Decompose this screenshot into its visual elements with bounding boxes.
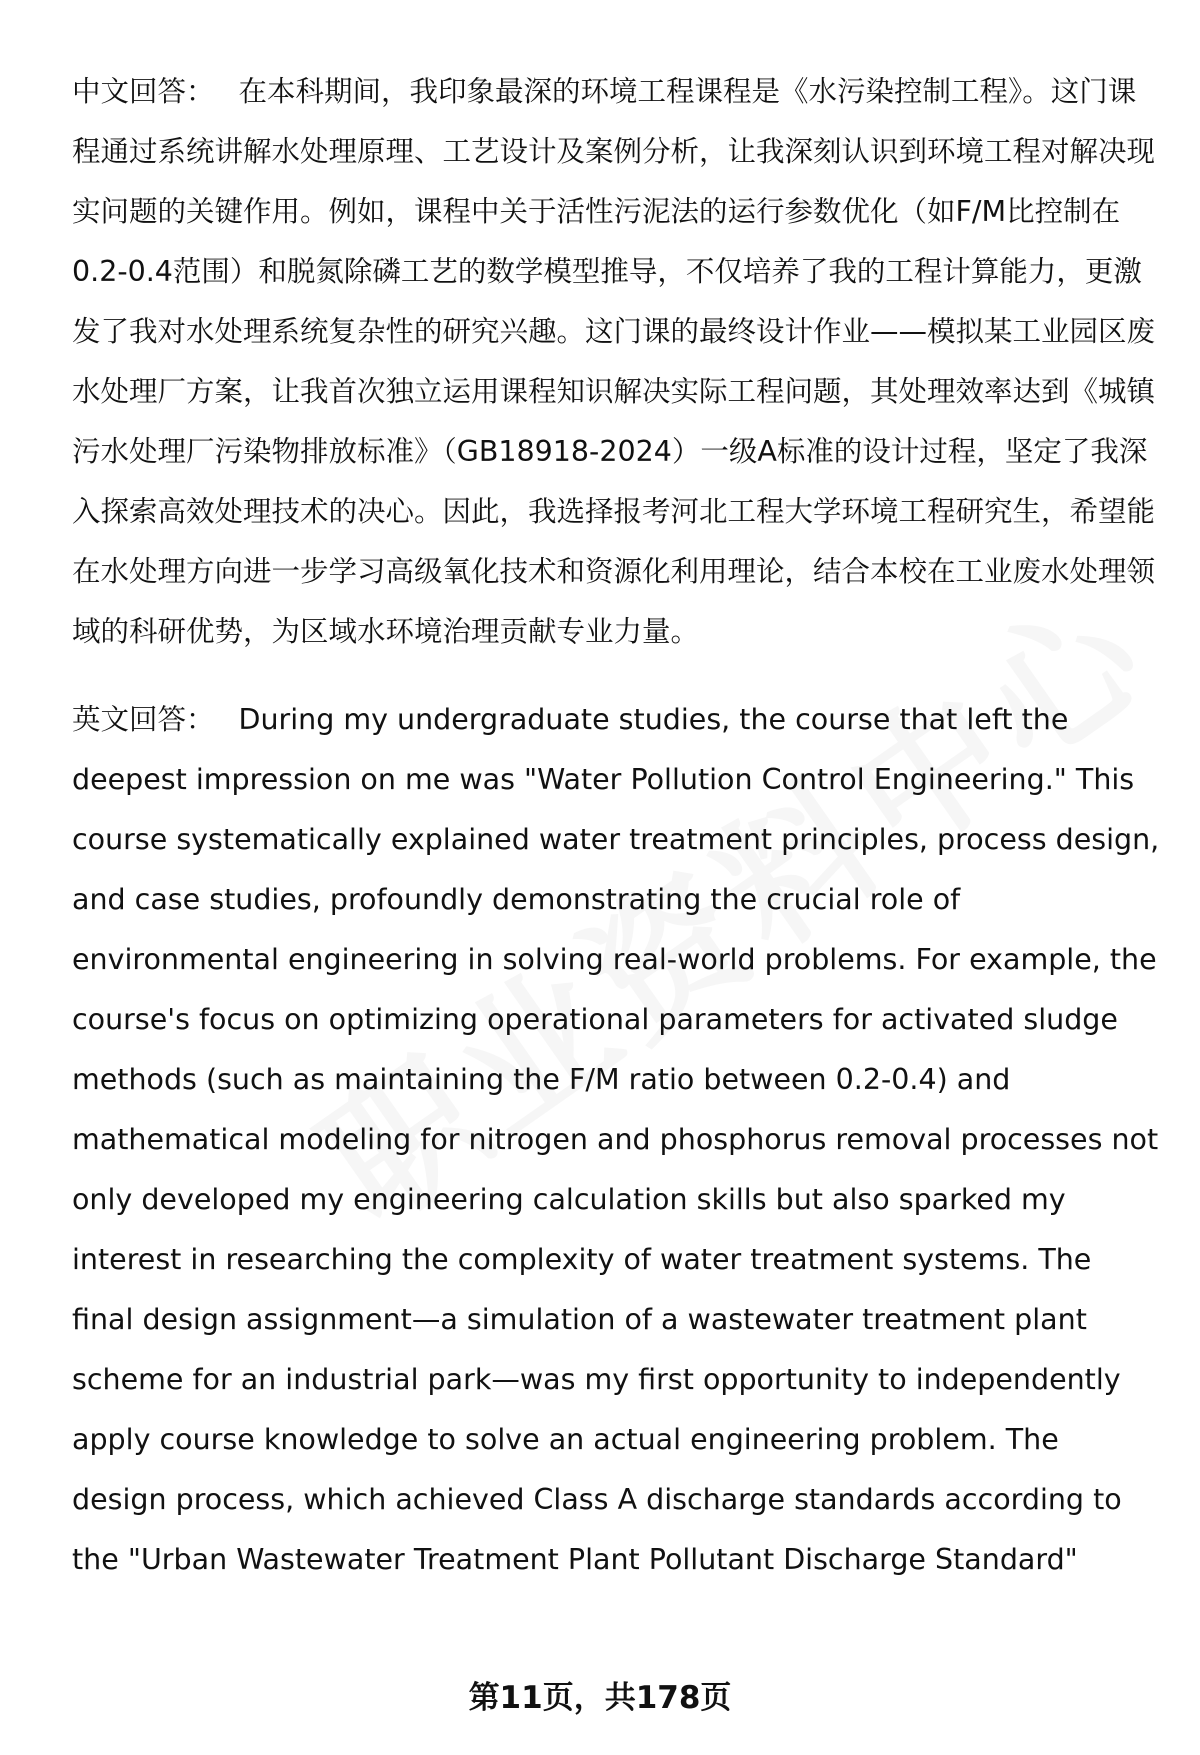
- page-indicator: 第11页，共178页: [468, 1680, 732, 1716]
- chinese-answer-paragraph: [72, 62, 1160, 662]
- document-content: [72, 62, 1160, 1590]
- english-answer-paragraph: [72, 690, 1160, 1590]
- english-answer-text: During my undergraduate studies, the course that left the deepest impression on me was "Water Pollution Control Engineering." This course systematically explained water treatment principles, process design, and case studies, profoundly demonstrating the crucial role of environmental engineering in solving real-world problems. For example, the course's focus on optimizing operational parameters for activated sludge methods (such as maintaining the F/M ratio between 0.2-0.4) and mathematical modeling for nitrogen and phosphorus removal processes not only developed my engineering calculation skills but also sparked my interest in researching the complexity of water treatment systems. The final design assignment—a simulation of a wastewater treatment plant scheme for an industrial park—was my first opportunity to independently apply course knowledge to solve an actual engineering problem. The design process, which achieved Class A discharge standards according to the "Urban Wastewater Treatment Plant Pollutant Discharge Standard": [72, 703, 1160, 1576]
- chinese-answer-label: 中文回答：: [72, 75, 215, 108]
- english-answer-label: 英文回答：: [72, 703, 215, 736]
- chinese-answer-text: 在本科期间，我印象最深的环境工程课程是《水污染控制工程》。这门课程通过系统讲解水处理原理、工艺设计及案例分析，让我深刻认识到环境工程对解决现实问题的关键作用。例如，课程中关于活性污泥法的运行参数优化（如F/M比控制在0.2-0.4范围）和脱氮除磷工艺的数学模型推导，不仅培养了我的工程计算能力，更激发了我对水处理系统复杂性的研究兴趣。这门课的最终设计作业——模拟某工业园区废水处理厂方案，让我首次独立运用课程知识解决实际工程问题，其处理效率达到《城镇污水处理厂污染物排放标准》（GB18918-2024）一级A标准的设计过程，坚定了我深入探索高效处理技术的决心。因此，我选择报考河北工程大学环境工程研究生，希望能在水处理方向进一步学习高级氧化技术和资源化利用理论，结合本校在工业废水处理领域的科研优势，为区域水环境治理贡献专业力量。: [72, 75, 1156, 648]
